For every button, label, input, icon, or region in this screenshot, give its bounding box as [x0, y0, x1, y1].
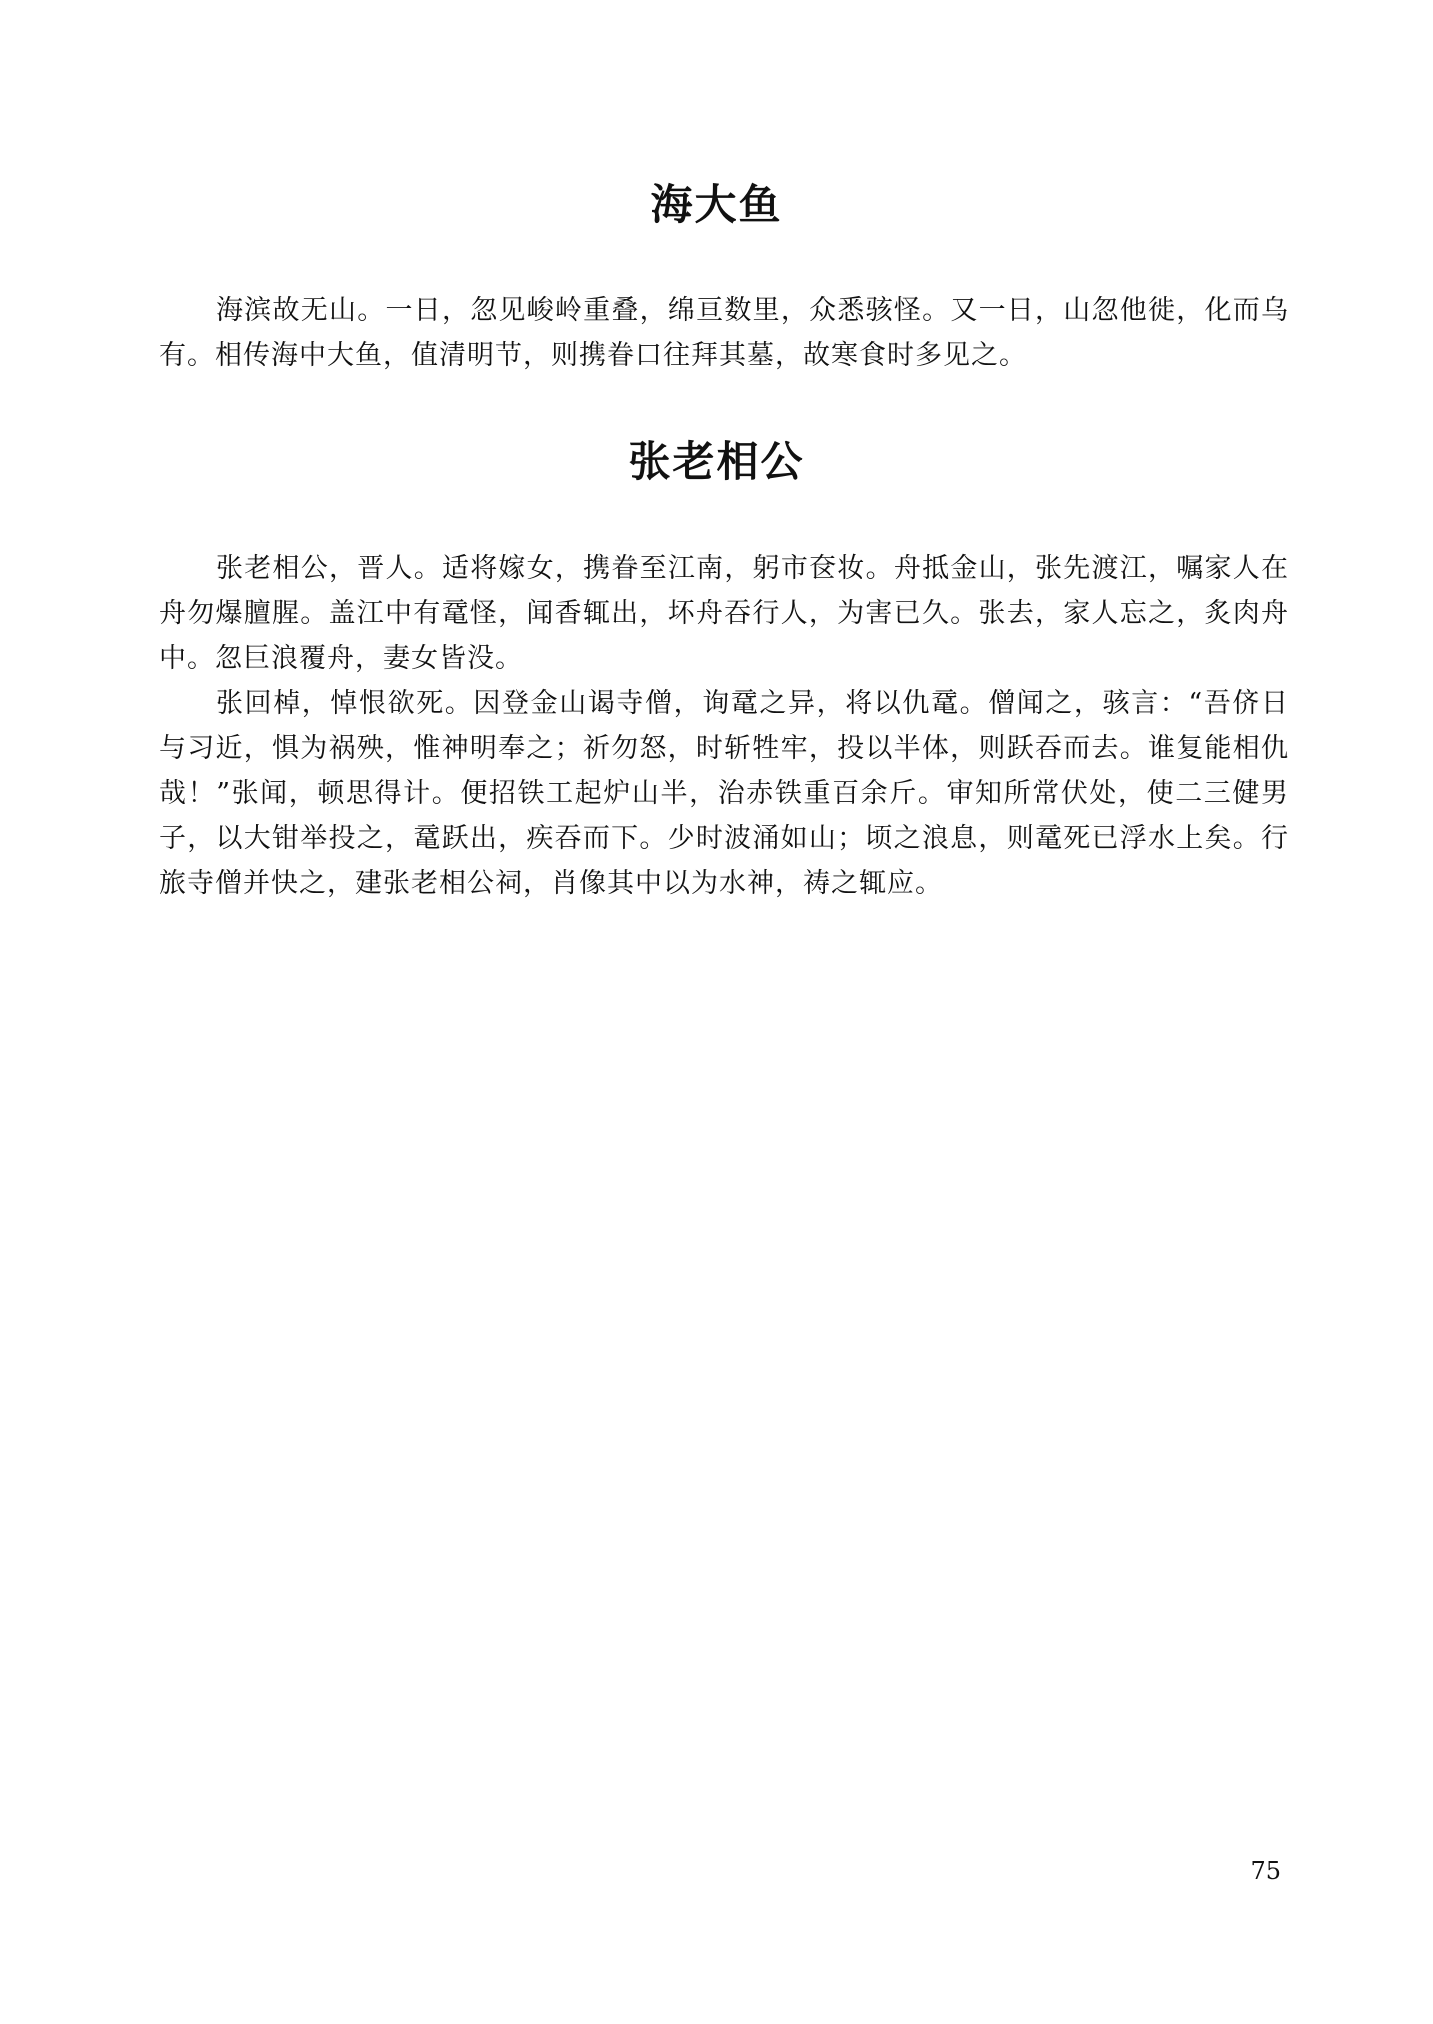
- section-title-zhang-lao-xiang-gong: 张老相公: [628, 437, 805, 486]
- section-title-hai-da-yu: 海大鱼: [650, 180, 783, 229]
- paragraph-zhang-lao-xiang-gong-2: 张回棹，悼恨欲死。因登金山谒寺僧，询鼋之异，将以仇鼋。僧闻之，骇言：“吾侪日与习近，惧为祸殃，惟神明奉之；祈勿怒，时斩牲牢，投以半体，则跃吞而去。谁复能相仇哉！”张闻，顿思得计。便招铁工起炉山半，治赤铁重百余斤。审知所常伏处，使二三健男子，以大钳举投之，鼋跃出，疾吞而下。少时波涌如山；顷之浪息，则鼋死已浮水上矣。行旅寺僧并快之，建张老相公祠，肖像其中以为水神，祷之辄应。: [159, 688, 1289, 899]
- paragraph-hai-da-yu: 海滨故无山。一日，忽见峻岭重叠，绵亘数里，众悉骇怪。又一日，山忽他徙，化而乌有。相传海中大鱼，值清明节，则携眷口往拜其墓，故寒食时多见之。: [159, 295, 1289, 371]
- page-number: 75: [1250, 1857, 1281, 1885]
- paragraph-zhang-lao-xiang-gong-1: 张老相公，晋人。适将嫁女，携眷至江南，躬市奁妆。舟抵金山，张先渡江，嘱家人在舟勿爆膻腥。盖江中有鼋怪，闻香辄出，坏舟吞行人，为害已久。张去，家人忘之，炙肉舟中。忽巨浪覆舟，妻女皆没。: [159, 553, 1289, 674]
